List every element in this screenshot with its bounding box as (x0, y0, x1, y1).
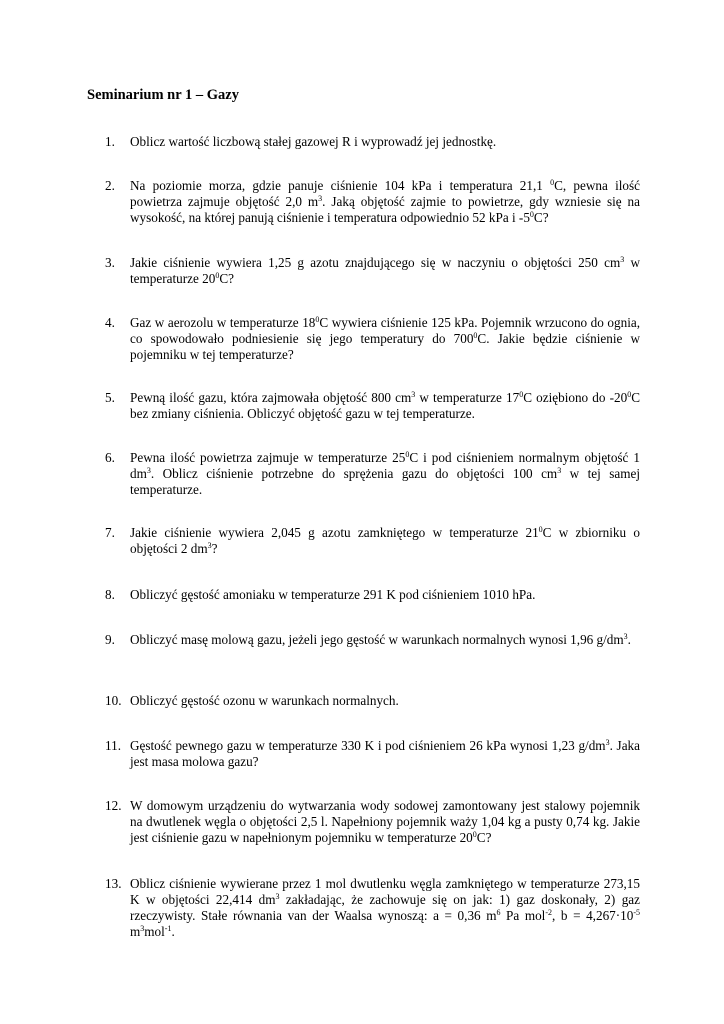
problem-text: Gęstość pewnego gazu w temperaturze 330 K i pod ciśnieniem 26 kPa wynosi 1,23 $g/dm^3$. Jaka jest masa molowa gazu? (130, 738, 640, 769)
problem-text: Jakie ciśnienie wywiera 1,25 g azotu znajdującego się w naczyniu o objętości 250 $cm^3$ w temperaturze $20^0C$? (130, 255, 640, 286)
problem-2 (105, 178, 640, 226)
problem-6 (105, 450, 640, 498)
problem-number: 7. (105, 525, 115, 540)
problem-number: 6. (105, 450, 115, 465)
problem-number: 2. (105, 178, 115, 193)
problem-5 (105, 390, 640, 422)
problem-12 (105, 798, 640, 846)
problem-11 (105, 738, 640, 770)
problem-text: Obliczyć gęstość ozonu w warunkach normalnych. (130, 693, 399, 708)
problem-number: 12. (105, 798, 122, 813)
problem-text: Obliczyć masę molową gazu, jeżeli jego gęstość w warunkach normalnych wynosi 1,96 $g/dm^3$. (130, 632, 631, 647)
problem-number: 10. (105, 693, 122, 708)
problem-number: 8. (105, 587, 115, 602)
problem-text: Pewną ilość gazu, która zajmowała objętość 800 $cm^3$ w temperaturze $17^0C$ oziębiono do $-20^0C$ bez zmiany ciśnienia. Obliczyć objętość gazu w tej temperaturze. (130, 390, 640, 421)
problem-text: Jakie ciśnienie wywiera 2,045 g azotu zamkniętego w temperaturze $21^0C$ w zbiorniku o objętości 2 $dm^3$? (130, 525, 640, 556)
page-title: Seminarium nr 1 – Gazy (87, 87, 239, 103)
problem-number: 1. (105, 134, 115, 149)
problem-number: 5. (105, 390, 115, 405)
problem-9 (105, 632, 640, 648)
problem-4 (105, 315, 640, 363)
problem-text: Na poziomie morza, gdzie panuje ciśnienie 104 kPa i temperatura 21,1 $^0$C, pewna ilość powietrza zajmuje objętość 2,0 $m^3$. Jaką objętość zajmie to powietrze, gdy wzniesie się na wysokość, na której panują ciśnienie i temperatura odpowiednio 52 kPa i $-5^0C$? (130, 178, 640, 225)
problem-number: 13. (105, 876, 122, 891)
problem-text: Oblicz wartość liczbową stałej gazowej R i wyprowadź jej jednostkę. (130, 134, 497, 149)
problem-number: 9. (105, 632, 115, 647)
problem-text: Oblicz ciśnienie wywierane przez 1 mol dwutlenku węgla zamkniętego w temperaturze 273,15 K w objętości 22,414 $dm^3$ zakładając, że zachowuje się on jak: 1) gaz doskonały, 2) gaz rzeczywisty. Stałe równania van der Waalsa wynoszą: a = 0,36 $m^6$ Pa mol$^{-2}$, $b = 4,267\cdot 10^{-5}$ $m^3mol^{-1}$. (130, 876, 641, 939)
problem-text: Pewna ilość powietrza zajmuje w temperaturze $25^0C$ i pod ciśnieniem normalnym objętość 1 $dm^3$. Oblicz ciśnienie potrzebne do sprężenia gazu do objętości 100 $cm^3$ w tej samej temperaturze. (130, 450, 641, 497)
problem-number: 11. (105, 738, 121, 753)
problem-text: Gaz w aerozolu w temperaturze $18^0C$ wywiera ciśnienie 125 kPa. Pojemnik wrzucono do ognia, co spowodowało podniesienie się jego temperatury do $700^0C$. Jakie będzie ciśnienie w pojemniku w tej temperaturze? (130, 315, 641, 362)
problem-7 (105, 525, 640, 557)
problem-number: 3. (105, 255, 115, 270)
problem-3 (105, 255, 640, 287)
problem-10 (105, 693, 640, 709)
problem-13 (105, 876, 640, 940)
problem-1 (105, 134, 640, 150)
problem-number: 4. (105, 315, 115, 330)
problem-text: Obliczyć gęstość amoniaku w temperaturze 291 K pod ciśnieniem 1010 hPa. (130, 587, 536, 602)
problem-text: W domowym urządzeniu do wytwarzania wody sodowej zamontowany jest stalowy pojemnik na dwutlenek węgla o objętości 2,5 l. Napełniony pojemnik waży 1,04 kg a pusty 0,74 kg. Jakie jest ciśnienie gazu w napełnionym pojemniku w temperaturze $20^0C$? (130, 798, 640, 845)
problem-8 (105, 587, 640, 603)
